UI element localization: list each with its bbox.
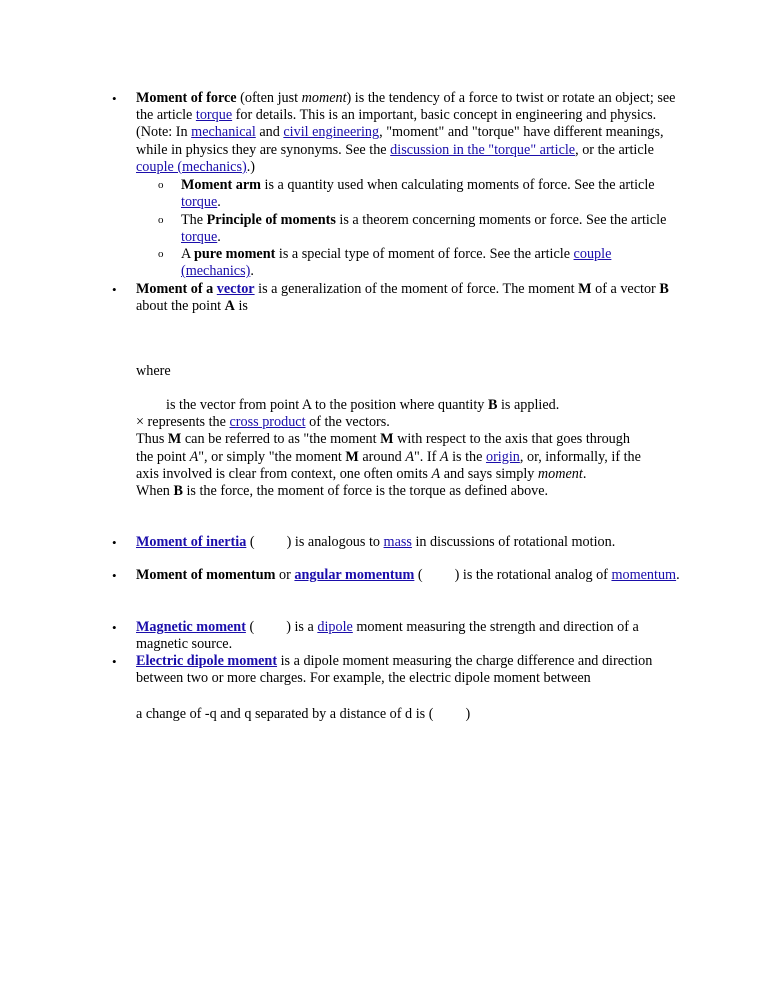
symbol-a: A (224, 298, 235, 315)
text: of the vectors. (305, 414, 390, 430)
text: (often just (236, 90, 302, 106)
text: is (234, 298, 248, 315)
text: is the vector from point A to the position where quantity (166, 397, 488, 413)
link-torque[interactable]: torque (181, 229, 218, 246)
text: . (676, 567, 680, 583)
text-italic: moment (301, 90, 347, 106)
text: A (181, 246, 195, 262)
text: about the point (136, 298, 225, 315)
symbol-m: M (578, 281, 592, 297)
text: is the (448, 449, 486, 465)
thus-line-3 (136, 466, 696, 483)
text: can be referred to as "the moment (181, 431, 381, 447)
link-mechanical[interactable]: mechanical (191, 124, 256, 141)
text: When (136, 483, 174, 499)
list-item-moment-of-force (112, 90, 684, 176)
text: is the force, the moment of force is the torque as defined above. (182, 483, 549, 499)
bullet: • (112, 568, 117, 583)
list-item-magnetic-moment (112, 619, 684, 653)
text: for details. This is an important, basic concept in engineering and physics. (Note: In (136, 107, 657, 141)
link-couple-mechanics[interactable]: couple (mechanics) (136, 158, 247, 175)
link-couple-mechanics[interactable]: couple (mechanics) (181, 246, 612, 280)
term-pure-moment: pure moment (194, 246, 276, 262)
cross-product-line (136, 414, 696, 431)
text: or (275, 567, 295, 583)
link-momentum[interactable]: momentum (611, 567, 677, 583)
text: ", or simply "the moment (198, 449, 346, 465)
text: ) is the rotational analog of (454, 567, 612, 583)
text: and (255, 124, 284, 141)
text: the point (136, 449, 190, 465)
link-discussion-torque[interactable]: discussion in the "torque" article (390, 141, 576, 158)
symbol-m: M (167, 431, 182, 447)
bullet: • (112, 282, 117, 297)
symbol-a: A (431, 466, 441, 482)
symbol-b: B (173, 483, 183, 499)
sub-item-principle-of-moments (158, 212, 684, 246)
text: in discussions of rotational motion. (411, 534, 616, 550)
text: The (181, 212, 207, 228)
link-cross-product[interactable]: cross product (229, 414, 306, 430)
link-electric-dipole-moment[interactable]: Electric dipole moment (136, 653, 278, 669)
bullet: • (112, 535, 117, 550)
link-civil-engineering[interactable]: civil engineering (283, 124, 380, 141)
text: ) is analogous to (286, 534, 384, 550)
list-item-moment-of-vector (112, 281, 684, 315)
text: × represents the (136, 414, 230, 430)
symbol-m: M (380, 431, 394, 447)
text: moment measuring the strength and direction of a magnetic source. (136, 619, 639, 653)
sub-bullet: o (158, 248, 164, 260)
sub-item-pure-moment (158, 246, 684, 280)
text: ) is the tendency of a force to twist or rotate an object; see the article (136, 90, 676, 124)
link-mass[interactable]: mass (383, 534, 412, 550)
term-principle-of-moments: Principle of moments (206, 212, 336, 228)
text: is a theorem concerning moments or force. See the article (335, 212, 667, 228)
sub-bullet: o (158, 214, 164, 226)
text: of a vector (591, 281, 660, 297)
text: Thus (136, 431, 168, 447)
link-torque[interactable]: torque (181, 194, 218, 211)
text: is a quantity used when calculating moments of force. See the article (260, 177, 655, 193)
thus-line-2 (136, 449, 696, 466)
link-angular-momentum[interactable]: angular momentum (294, 567, 415, 583)
text: . (217, 194, 221, 211)
term-moment-arm: Moment arm (181, 177, 261, 193)
text: . (250, 263, 254, 280)
symbol-a: A (405, 449, 414, 465)
link-vector[interactable]: vector (216, 281, 255, 297)
text: around (358, 449, 406, 465)
symbol-b: B (487, 397, 498, 413)
when-line (136, 483, 696, 500)
link-moment-of-inertia[interactable]: Moment of inertia (136, 534, 247, 550)
text: ) is a (286, 619, 318, 635)
list-item-moment-of-inertia (112, 534, 684, 551)
text: a change of -q and q separated by a distance of d is ( (136, 706, 434, 722)
text: is a special type of moment of force. See the article (275, 246, 574, 262)
link-origin[interactable]: origin (485, 449, 520, 465)
text: and says simply (440, 466, 538, 482)
sub-item-moment-arm (158, 177, 684, 211)
link-dipole[interactable]: dipole (317, 619, 353, 635)
bullet: • (112, 620, 117, 635)
electric-dipole-example (136, 706, 696, 723)
text: is a dipole moment measuring the charge difference and direction between two or more charges. For example, the electric dipole moment between (136, 653, 653, 687)
link-torque[interactable]: torque (195, 107, 233, 124)
r-vector-description (166, 397, 726, 414)
term-moment-of-momentum: Moment of momentum (136, 567, 276, 583)
text: , or the article (575, 141, 654, 158)
symbol-a: A (439, 449, 449, 465)
text: . (582, 466, 587, 482)
text: . (217, 229, 221, 246)
text: axis involved is clear from context, one often omits (136, 466, 432, 482)
text: ( (414, 567, 423, 583)
text: ". If (413, 449, 440, 465)
text: , "moment" and "torque" have different meanings, while in physics they are synonyms. See the (136, 124, 664, 158)
link-magnetic-moment[interactable]: Magnetic moment (136, 619, 246, 635)
bullet: • (112, 91, 117, 106)
bullet: • (112, 654, 117, 669)
text: is applied. (497, 397, 560, 413)
symbol-a: A (189, 449, 199, 465)
text: ) (465, 706, 471, 722)
text: with respect to the axis that goes through (393, 431, 630, 447)
text: ( (245, 619, 255, 635)
list-item-moment-of-momentum (112, 567, 684, 584)
text: , or, informally, if the (519, 449, 641, 465)
symbol-m: M (345, 449, 359, 465)
term-moment-of-a: Moment of a (136, 281, 217, 297)
text: ( (246, 534, 255, 550)
symbol-b: B (659, 281, 669, 297)
text: .) (246, 158, 255, 175)
text: is a generalization of the moment of force. The moment (254, 281, 579, 297)
sub-bullet: o (158, 179, 164, 191)
term-moment-of-force: Moment of force (136, 90, 237, 106)
text-italic: moment (537, 466, 583, 482)
list-item-electric-dipole-moment (112, 653, 684, 687)
thus-line-1 (136, 431, 696, 448)
where-text: where (136, 363, 171, 379)
